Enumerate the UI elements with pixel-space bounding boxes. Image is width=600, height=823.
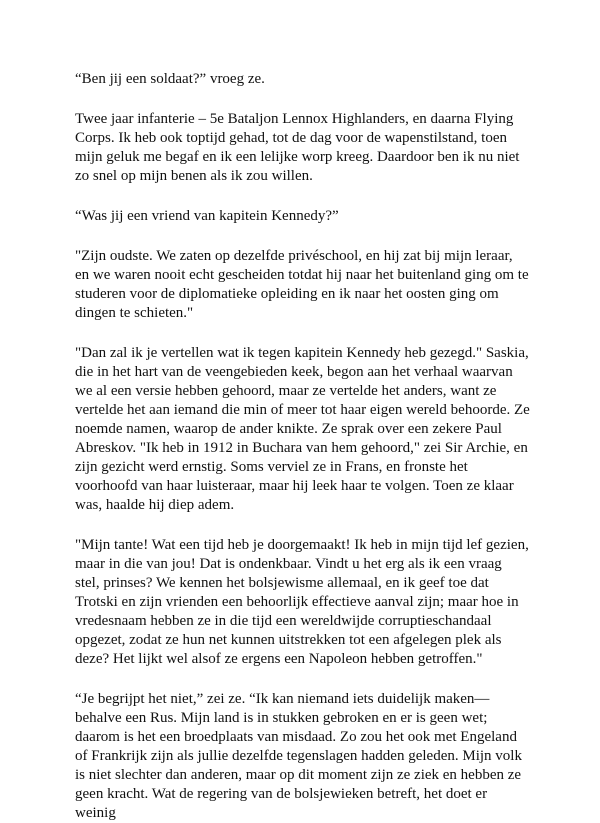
paragraph: “Was jij een vriend van kapitein Kennedy?”: [75, 208, 339, 224]
paragraph: "Mijn tante! Wat een tijd heb je doorgemaakt! Ik heb in mijn tijd lef gezien, maar in die van jou! Dat is ondenkbaar. Vindt u het erg als ik een vraag stel, prinses? We kennen het bolsjewisme allemaal, en ik geef toe dat Trotski en zijn vrienden een behoorlijk effectieve aanval zijn; maar hoe in vredesnaam hebben ze in die tijd een wereldwijde corruptieschandaal opgezet, zodat ze hun net kunnen uitstrekken tot een afgelegen plek als deze? Het lijkt wel alsof ze ergens een Napoleon hebben getroffen.": [75, 537, 529, 667]
paragraph: “Je begrijpt het niet,” zei ze. “Ik kan niemand iets duidelijk maken—behalve een Rus. Mijn land is in stukken gebroken en er is geen wet; daarom is het een broedplaats van misdaad. Zo zou het ook met Engeland of Frankrijk zijn als jullie dezelfde tegenslagen hadden geleden. Mijn volk is niet slechter dan anderen, maar op dit moment zijn ze ziek en hebben ze geen kracht. Wat de regering van de bolsjewieken betreft, het doet er weinig: [75, 691, 522, 821]
paragraph: “Ben jij een soldaat?” vroeg ze.: [75, 71, 265, 87]
paragraph: Twee jaar infanterie – 5e Bataljon Lennox Highlanders, en daarna Flying Corps. Ik heb ook toptijd gehad, tot de dag voor de wapenstilstand, toen mijn geluk me begaf en ik een lelijke worp kreeg. Daardoor ben ik nu niet zo snel op mijn benen als ik zou willen.: [75, 111, 520, 184]
document-page: [75, 70, 530, 823]
paragraph: "Dan zal ik je vertellen wat ik tegen kapitein Kennedy heb gezegd." Saskia, die in het hart van de veengebieden keek, begon aan het verhaal waarvan we al een versie hebben gehoord, maar ze vertelde het anders, want ze vertelde het aan iemand die min of meer tot haar eigen wereld behoorde. Ze noemde namen, waarop de ander knikte. Ze sprak over een zekere Paul Abreskov. "Ik heb in 1912 in Buchara van hem gehoord," zei Sir Archie, en zijn gezicht werd ernstig. Soms verviel ze in Frans, en fronste het voorhoofd van haar luisteraar, maar hij leek haar te volgen. Toen ze klaar was, haalde hij diep adem.: [75, 345, 530, 513]
paragraph: "Zijn oudste. We zaten op dezelfde privéschool, en hij zat bij mijn leraar, en we waren nooit echt gescheiden totdat hij naar het buitenland ging om te studeren voor de diplomatieke opleiding en ik naar het oosten ging om dingen te schieten.": [75, 248, 529, 321]
